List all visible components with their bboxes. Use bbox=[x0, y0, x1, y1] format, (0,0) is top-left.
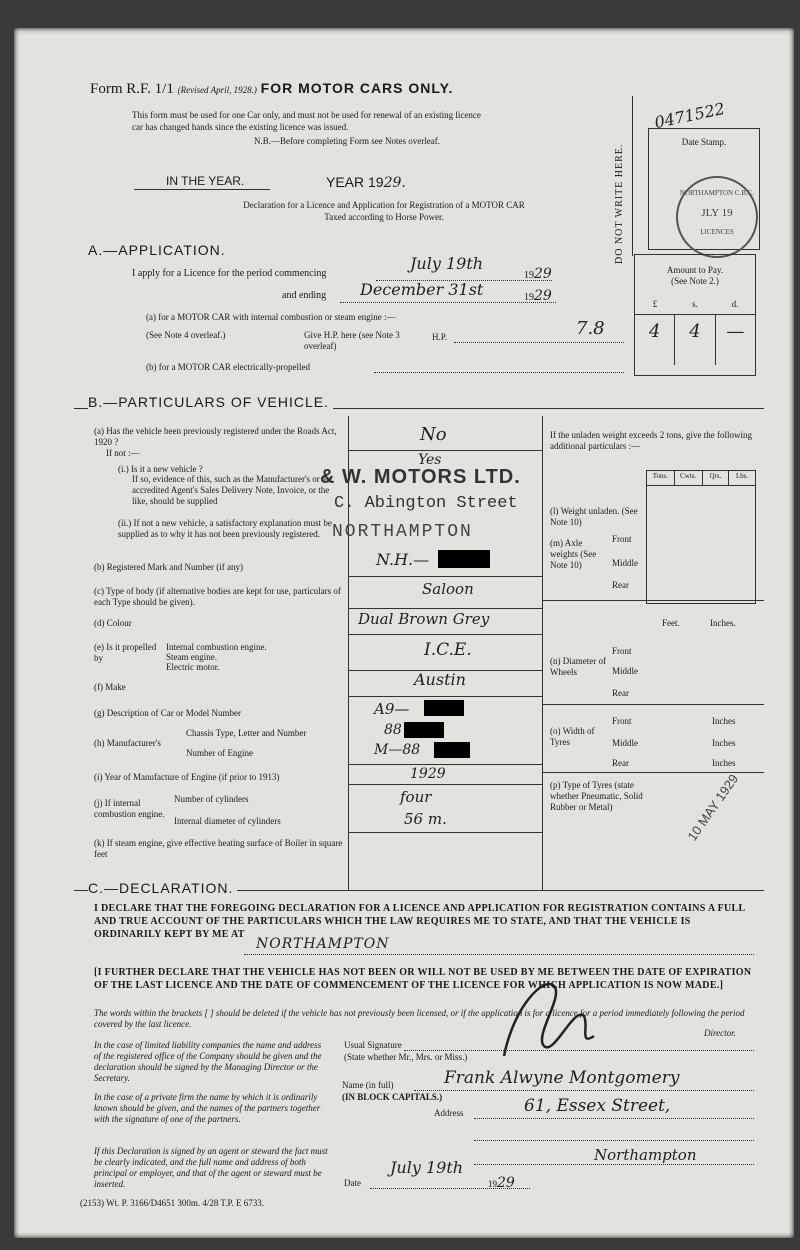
weight-unladen-label: (l) Weight unladen. (See Note 10) bbox=[550, 506, 638, 527]
section-a-title: A.—APPLICATION. bbox=[88, 242, 226, 258]
q-type-of-body: (c) Type of body (if alternative bodies are kept for use, particulars of each Type should be given). bbox=[94, 586, 341, 607]
cwts-header: Cwts. bbox=[675, 471, 703, 485]
year-of-manufacture-value: 1929 bbox=[410, 766, 446, 782]
form-note-2: car has changed hands since the existing licence was issued. bbox=[132, 122, 349, 132]
axle-middle: Middle bbox=[612, 558, 638, 568]
lbs-header: Lbs. bbox=[736, 472, 749, 480]
opt-internal-combustion: Internal combustion engine. bbox=[166, 642, 267, 652]
propulsion-value: I.C.E. bbox=[424, 640, 472, 660]
declaration-line-2: Taxed according to Horse Power. bbox=[324, 212, 444, 222]
header-divider bbox=[632, 96, 633, 256]
tyre-rear: Rear bbox=[612, 758, 629, 768]
start-date-value: July 19th bbox=[410, 254, 484, 273]
row-rule-d bbox=[348, 634, 542, 635]
wheel-diameter-label: (n) Diameter of Wheels bbox=[550, 656, 606, 677]
agent-stamp-line-1: & W. MOTORS LTD. bbox=[320, 466, 521, 488]
hp-unit: H.P. bbox=[432, 332, 448, 342]
opt-electric: Electric motor. bbox=[166, 662, 220, 672]
signature-mark bbox=[484, 966, 604, 1066]
q-previously-registered: (a) Has the vehicle been previously registered under the Roads Act, 1920 ? bbox=[94, 426, 337, 447]
declaration-text: I DECLARE THAT THE FOREGOING DECLARATION FOR A LICENCE AND APPLICATION FOR REGISTRATION CONTAINS A FULL AND TRUE ACCOUNT OF THE PARTICULARS WHICH THE LAW REQUIRES ME TO STATE, AND THAT THE VEHICLE IS ORDINARILY KEPT BY ME AT bbox=[94, 903, 745, 940]
end-year-value: 29 bbox=[534, 288, 552, 304]
q-internal-combustion: (j) If internal combustion engine. bbox=[94, 798, 165, 819]
postmark-stamp bbox=[676, 176, 758, 258]
axle-front: Front bbox=[612, 534, 632, 544]
tons-header: Tons. bbox=[647, 471, 675, 485]
date-stamp-label: Date Stamp. bbox=[681, 137, 727, 147]
previously-registered-value: No bbox=[420, 424, 447, 445]
opt-steam: Steam engine. bbox=[166, 652, 217, 662]
agent-note: If this Declaration is signed by an agent or steward the fact must be clearly indicated, and the full name and address of both principal or employer, and that of the agent or steward must be inserted. bbox=[94, 1146, 328, 1189]
private-firm-note: In the case of a private firm the name by which it is ordinarily known should be given, and the names of the partners together with the signature of one of the partners. bbox=[94, 1092, 321, 1124]
wheel-front: Front bbox=[612, 646, 632, 656]
cylinders-value: four bbox=[400, 788, 432, 806]
q-explanation: (ii.) If not a new vehicle, a satisfactory explanation must be supplied as to why it has not been previously registered. bbox=[118, 518, 332, 539]
hp-value: 7.8 bbox=[576, 318, 605, 339]
row-rule-h bbox=[348, 764, 542, 765]
do-not-write-here: DO NOT WRITE HERE. bbox=[614, 143, 625, 264]
period-label: I apply for a Licence for the period commencing bbox=[132, 268, 327, 279]
feet-header: Feet. bbox=[662, 618, 680, 628]
chassis-value: 88 bbox=[384, 722, 402, 738]
brackets-note: The words within the brackets [ ] should be deleted if the vehicle has not previously been licensed, or if the application is for a licence for a period immediately following the period covered by the last licence. bbox=[94, 1008, 745, 1029]
further-declaration: [I FURTHER DECLARE THAT THE VEHICLE HAS NOT BEEN OR WILL NOT BE USED BY ME BETWEEN THE DATE OF EXPIRATION OF THE LAST LICENCE AND THE DATE OF COMMENCEMENT OF THE LICENCE FOR WHICH APPLICATION IS NOW MADE.] bbox=[94, 967, 752, 991]
printer-footer: (2153) Wt. P. 3166/D4651 300m. 4/28 T.P. E 6733. bbox=[80, 1198, 265, 1208]
date-label: Date bbox=[344, 1178, 361, 1188]
q-manufacturers: (h) Manufacturer's bbox=[94, 738, 161, 748]
agent-stamp-line-3: NORTHAMPTON bbox=[332, 522, 473, 542]
form-title: FOR MOTOR CARS ONLY. bbox=[260, 80, 454, 96]
electric-line bbox=[374, 372, 624, 373]
kept-at-line bbox=[244, 954, 754, 955]
weight-header-row bbox=[647, 471, 755, 486]
address-value-1: 61, Essex Street, bbox=[524, 1096, 671, 1116]
block-capitals-label: (IN BLOCK CAPITALS.) bbox=[342, 1092, 443, 1102]
date-year-value: 29 bbox=[497, 1175, 515, 1191]
address-value-2: Northampton bbox=[594, 1146, 697, 1164]
amount-note: (See Note 2.) bbox=[671, 276, 719, 286]
hp-line bbox=[454, 342, 624, 343]
name-line bbox=[414, 1090, 754, 1091]
amount-values bbox=[635, 315, 755, 365]
start-year-value: 29 bbox=[534, 266, 552, 282]
redacted-model bbox=[424, 700, 464, 716]
address-line-2 bbox=[474, 1140, 754, 1141]
agent-stamp-line-2: C. Abington Street bbox=[334, 494, 518, 513]
q-chassis: Chassis Type, Letter and Number bbox=[186, 728, 307, 738]
end-year-prefix: 19 bbox=[524, 292, 534, 303]
weight-intro: If the unladen weight exceeds 2 tons, give the following additional particulars :— bbox=[550, 430, 752, 451]
director-label: Director. bbox=[704, 1028, 736, 1038]
year-label: YEAR 19 bbox=[326, 174, 384, 190]
q-cylinder-diameter: Internal diameter of cylinders bbox=[174, 816, 281, 826]
end-date-value: December 31st bbox=[360, 280, 484, 299]
wheel-middle: Middle bbox=[612, 666, 638, 676]
start-year-prefix: 19 bbox=[524, 270, 534, 281]
make-value: Austin bbox=[414, 670, 466, 689]
inches-header: Inches. bbox=[710, 618, 736, 628]
row-rule-i bbox=[348, 784, 542, 785]
q-colour: (d) Colour bbox=[94, 618, 132, 628]
redacted-chassis bbox=[404, 722, 444, 738]
axle-rear: Rear bbox=[612, 580, 629, 590]
note-4-label: (See Note 4 overleaf.) bbox=[146, 330, 226, 340]
redacted-engine bbox=[434, 742, 470, 758]
q-number-of-cylinders: Number of cylinders bbox=[174, 794, 249, 804]
motor-car-ic-label: (a) for a MOTOR CAR with internal combustion or steam engine :— bbox=[146, 312, 396, 322]
form-number bbox=[90, 80, 453, 98]
tyre-middle-inches: Inches bbox=[712, 738, 736, 748]
axle-weights-label: (m) Axle weights (See Note 10) bbox=[550, 538, 597, 570]
model-number-value: A9— bbox=[374, 700, 410, 718]
form-number-text: Form R.F. 1/1 bbox=[90, 81, 174, 97]
amount-pounds: 4 bbox=[635, 315, 675, 365]
qrs-header: Qrs. bbox=[703, 471, 730, 485]
q-engine-number: Number of Engine bbox=[186, 748, 253, 758]
row-rule-b bbox=[348, 576, 542, 577]
electric-car-label: (b) for a MOTOR CAR electrically-propelled bbox=[146, 362, 311, 372]
row-rule-c bbox=[348, 608, 542, 609]
tyre-type-label: (p) Type of Tyres (state whether Pneumatic, Solid Rubber or Metal) bbox=[550, 780, 643, 812]
q-boiler-surface: (k) If steam engine, give effective heating surface of Boiler in square feet bbox=[94, 838, 343, 859]
hp-label: Give H.P. here (see Note 3 overleaf) bbox=[304, 330, 400, 351]
tyre-width-label: (o) Width of Tyres bbox=[550, 726, 595, 747]
q-new-vehicle: (i.) Is it a new vehicle ? bbox=[118, 464, 203, 474]
year-field bbox=[326, 174, 406, 191]
postmark-line-2: JLY 19 bbox=[701, 207, 733, 219]
row-rule-j bbox=[348, 832, 542, 833]
form-note-3: N.B.—Before completing Form see Notes overleaf. bbox=[254, 136, 440, 146]
tyre-front: Front bbox=[612, 716, 632, 726]
row-rule-f bbox=[348, 696, 542, 697]
q-model-number: (g) Description of Car or Model Number bbox=[94, 708, 241, 718]
tyre-middle: Middle bbox=[612, 738, 638, 748]
year-underline bbox=[134, 189, 270, 190]
postmark-line-3: LICENCES bbox=[700, 228, 734, 236]
in-the-year bbox=[166, 174, 244, 188]
address-label: Address bbox=[434, 1108, 464, 1118]
body-type-value: Saloon bbox=[422, 580, 474, 598]
year-value: 29. bbox=[383, 175, 406, 191]
postmark-line-1: NORTHAMPTON C.B.C. bbox=[679, 189, 755, 197]
name-label: Name (in full) bbox=[342, 1080, 394, 1090]
q-year-of-manufacture: (i) Year of Manufacture of Engine (if prior to 1913) bbox=[94, 772, 280, 782]
kept-at-value: NORTHAMPTON bbox=[256, 936, 390, 952]
q-if-not: If not :— bbox=[106, 448, 140, 458]
address-line-3 bbox=[474, 1164, 754, 1165]
row-rule-a bbox=[348, 450, 542, 451]
form-note-1: This form must be used for one Car only, and must not be used for renewal of an existing licence bbox=[132, 110, 481, 120]
amount-shillings: 4 bbox=[675, 315, 715, 365]
wheel-rear: Rear bbox=[612, 688, 629, 698]
colour-value: Dual Brown Grey bbox=[358, 610, 490, 628]
right-rule-1 bbox=[542, 600, 764, 601]
amount-cols bbox=[635, 299, 755, 310]
state-whether-label: (State whether Mr., Mrs. or Miss.) bbox=[344, 1052, 468, 1062]
redacted-registration bbox=[438, 550, 490, 568]
section-b-title: B.—PARTICULARS OF VEHICLE. bbox=[88, 394, 333, 410]
q-make: (f) Make bbox=[94, 682, 126, 692]
amount-box bbox=[634, 254, 756, 376]
revised-text: (Revised April, 1928.) bbox=[177, 85, 257, 95]
address-line-1 bbox=[474, 1118, 754, 1119]
amount-label: Amount to Pay. bbox=[666, 265, 724, 275]
in-the-year-text: IN THE YEAR. bbox=[166, 174, 245, 188]
q-propelled: (e) Is it propelled by bbox=[94, 642, 157, 663]
tyre-front-inches: Inches bbox=[712, 716, 736, 726]
serial-number: 0471522 bbox=[652, 98, 727, 133]
usual-signature-label: Usual Signature bbox=[344, 1040, 402, 1050]
shillings-label: s. bbox=[692, 299, 698, 309]
q-evidence: If so, evidence of this, such as the Manufacturer's or an accredited Agent's Sales Delivery Note, Invoice, or the like, should be supplied bbox=[132, 474, 331, 506]
engine-number-value: M—88 bbox=[374, 742, 421, 758]
pounds-label: £ bbox=[652, 299, 658, 309]
ltd-company-note: In the case of limited liability companies the name and address of the registered office of the Company should be given and the declaration should be signed by the Managing Director or the Secretary. bbox=[94, 1040, 322, 1083]
q-registered-mark: (b) Registered Mark and Number (if any) bbox=[94, 562, 243, 572]
new-vehicle-value: Yes bbox=[418, 452, 442, 468]
weight-grid bbox=[646, 470, 756, 604]
cylinder-diameter-value: 56 m. bbox=[404, 810, 447, 828]
date-value: July 19th bbox=[390, 1158, 464, 1177]
section-b-right-divider bbox=[542, 416, 543, 890]
received-stamp: 10 MAY 1929 bbox=[684, 771, 742, 844]
pence-label: d. bbox=[731, 299, 739, 309]
registered-mark-value: N.H.— bbox=[376, 550, 430, 569]
end-label: and ending bbox=[282, 290, 327, 301]
licence-form-sheet bbox=[14, 28, 794, 1238]
date-year-prefix: 19 bbox=[488, 1179, 497, 1189]
right-rule-2 bbox=[542, 704, 764, 705]
amount-pence: — bbox=[726, 321, 745, 342]
section-c-title: C.—DECLARATION. bbox=[88, 880, 237, 896]
declaration-line-1: Declaration for a Licence and Application for Registration of a MOTOR CAR bbox=[243, 200, 525, 210]
name-value: Frank Alwyne Montgomery bbox=[444, 1068, 680, 1088]
tyre-rear-inches: Inches bbox=[712, 758, 736, 768]
